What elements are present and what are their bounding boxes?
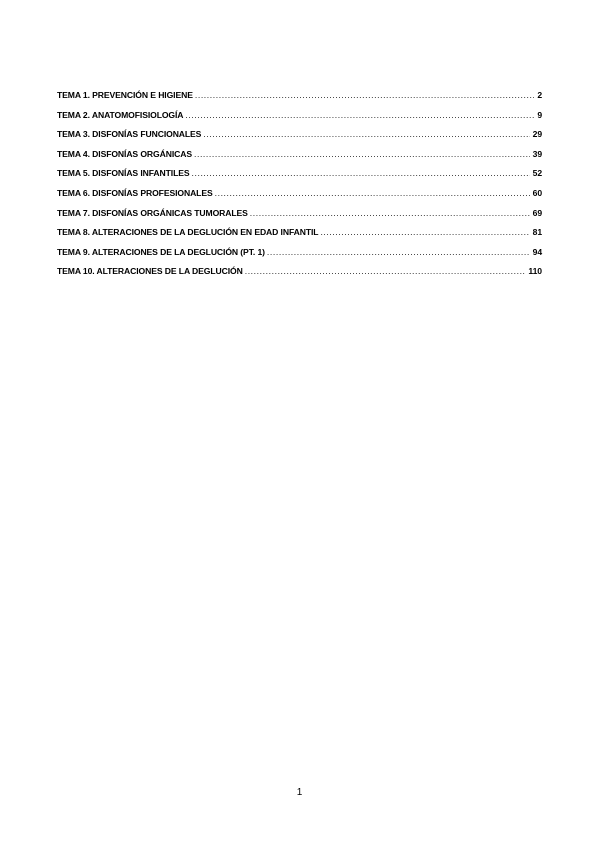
toc-dot-leader — [320, 227, 529, 237]
toc-entry-page: 69 — [532, 207, 542, 218]
toc-dot-leader — [250, 208, 530, 218]
toc-entry-title: TEMA 3. DISFONÍAS FUNCIONALES — [57, 129, 202, 140]
toc-entry-tema-4[interactable] — [57, 149, 542, 169]
toc-entry-title: TEMA 1. PREVENCIÓN E HIGIENE — [57, 90, 193, 100]
toc-entry-tema-5[interactable] — [57, 168, 542, 188]
toc-dot-leader — [194, 149, 530, 159]
toc-entry-title: TEMA 8. ALTERACIONES DE LA DEGLUCIÓN EN EDAD INFANTIL — [57, 227, 319, 238]
toc-entry-tema-10[interactable] — [57, 266, 542, 286]
toc-entry-page: 2 — [537, 90, 542, 100]
toc-entry-page: 110 — [528, 266, 542, 277]
toc-entry-tema-8[interactable] — [57, 227, 542, 247]
table-of-contents — [57, 90, 542, 286]
toc-entry-page: 39 — [532, 148, 542, 159]
toc-dot-leader — [267, 247, 530, 257]
page-number: 1 — [296, 787, 303, 798]
toc-entry-tema-7[interactable] — [57, 208, 542, 228]
toc-entry-page: 9 — [537, 109, 542, 120]
toc-entry-title: TEMA 6. DISFONÍAS PROFESIONALES — [57, 187, 213, 198]
toc-dot-leader — [191, 168, 529, 178]
toc-entry-page: 81 — [532, 227, 542, 238]
toc-entry-tema-6[interactable] — [57, 188, 542, 208]
toc-dot-leader — [203, 129, 529, 139]
toc-dot-leader — [195, 90, 534, 100]
toc-entry-title: TEMA 4. DISFONÍAS ORGÁNICAS — [57, 148, 192, 159]
toc-entry-tema-2[interactable] — [57, 110, 542, 130]
toc-entry-page: 52 — [532, 168, 542, 179]
toc-entry-title: TEMA 9. ALTERACIONES DE LA DEGLUCIÓN (PT. 1) — [57, 246, 265, 257]
toc-entry-page: 29 — [532, 129, 542, 140]
toc-entry-page: 94 — [532, 246, 542, 257]
toc-entry-title: TEMA 5. DISFONÍAS INFANTILES — [57, 168, 190, 179]
toc-entry-tema-9[interactable] — [57, 247, 542, 267]
toc-entry-page: 60 — [532, 187, 542, 198]
toc-dot-leader — [185, 110, 534, 120]
toc-entry-title: TEMA 10. ALTERACIONES DE LA DEGLUCIÓN — [57, 266, 243, 277]
toc-dot-leader — [245, 266, 526, 276]
toc-entry-tema-3[interactable] — [57, 129, 542, 149]
toc-dot-leader — [215, 188, 530, 198]
toc-entry-tema-1[interactable] — [57, 90, 542, 110]
toc-entry-title: TEMA 7. DISFONÍAS ORGÁNICAS TUMORALES — [57, 207, 248, 218]
toc-entry-title: TEMA 2. ANATOMOFISIOLOGÍA — [57, 109, 184, 120]
